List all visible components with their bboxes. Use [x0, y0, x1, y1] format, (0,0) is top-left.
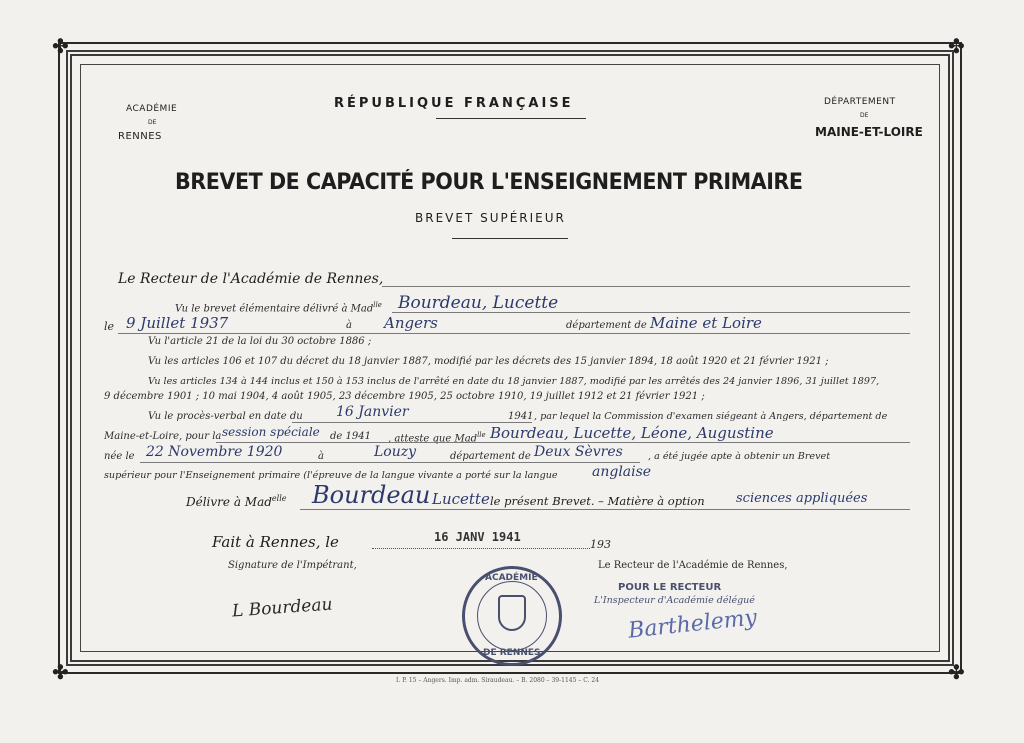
title-rule	[452, 238, 568, 239]
seal-bottom-text: DE RENNES	[483, 648, 541, 658]
academy-seal	[462, 566, 562, 666]
handwritten-option: sciences appliquées	[736, 491, 868, 506]
certificate-subtitle: BREVET SUPÉRIEUR	[415, 211, 566, 225]
a-label: à	[346, 320, 352, 331]
vu-proces-suffix: , par lequel la Commission d'examen siégeant à Angers, département de	[534, 411, 888, 422]
corner-ornament-icon: ✤	[948, 34, 965, 58]
seal-top-text: ACADÉMIE	[485, 573, 538, 583]
vu-brevet: Vu le brevet élémentaire délivré à Mad$^{lle}$	[175, 301, 382, 315]
certificate-title: BREVET DE CAPACITÉ POUR L'ENSEIGNEMENT PRIMAIRE	[175, 170, 803, 195]
printer-line: I. P. 15 – Angers. Imp. adm. Siraudeau. – B. 2080 – 39-1145 – C. 24	[396, 677, 600, 684]
recteur-line: Le Recteur de l'Académie de Rennes,	[118, 271, 384, 287]
jugee-text: , a été jugée apte à obtenir un Brevet	[648, 451, 831, 462]
le-label: le	[104, 320, 115, 333]
maine-prefix: Maine-et-Loire, pour la	[104, 431, 222, 442]
departement-name: MAINE-ET-LOIRE	[815, 125, 923, 139]
delivre-prefix: Délivre à Mad$^{elle}$	[186, 494, 287, 509]
handwritten-birth-city: Louzy	[374, 444, 417, 460]
proces-rule	[292, 422, 532, 423]
recteur-rule	[382, 286, 910, 287]
handwritten-dept-1: Maine et Loire	[650, 314, 762, 332]
handwritten-langue: anglaise	[592, 464, 652, 480]
pour-le-recteur-stamp: POUR LE RECTEUR	[618, 582, 722, 593]
handwritten-birth-dept: Deux Sèvres	[534, 444, 623, 460]
vu-article: Vu l'article 21 de la loi du 30 octobre 1886 ;	[148, 336, 372, 347]
handwritten-birth-date: 22 Novembre 1920	[146, 444, 283, 460]
de-1941: de 1941	[330, 431, 371, 442]
handwritten-date-2: 16 Janvier	[336, 404, 409, 420]
handwritten-prenom: Lucette	[432, 490, 490, 508]
superieur-line: supérieur pour l'Enseignement primaire (l'épreuve de la langue vivante a porté sur la langue	[104, 470, 558, 481]
session-rule	[216, 442, 910, 443]
corner-ornament-icon: ✤	[52, 660, 69, 684]
academie-rennes: RENNES	[118, 131, 162, 142]
impetrant-signature: L Bourdeau	[231, 594, 334, 622]
academie-label: ACADÉMIE	[126, 104, 178, 114]
recteur-signature-label: Le Recteur de l'Académie de Rennes,	[598, 560, 788, 571]
departement-label-1: département de	[566, 320, 647, 331]
fait-rule	[372, 548, 590, 549]
recteur-signature: Barthelemy	[627, 605, 759, 644]
handwritten-name-1: Bourdeau, Lucette	[398, 293, 559, 313]
handwritten-full-name: Bourdeau, Lucette, Léone, Augustine	[490, 424, 774, 442]
signature-impetrant-label: Signature de l'Impétrant,	[228, 560, 357, 571]
name-rule-1	[392, 312, 910, 313]
handwritten-city-1: Angers	[384, 314, 438, 332]
year-suffix: 193	[590, 538, 611, 551]
vu-articles-134: Vu les articles 134 à 144 inclus et 150 à 153 inclus de l'arrêté en date du 18 janvier 1887, modifié par les arrêtés des 24 janvier 1896, 31 juillet 1897,	[148, 376, 880, 387]
date-rule-1	[118, 333, 910, 334]
departement-de: DE	[860, 112, 869, 119]
year-1941: 1941	[508, 411, 534, 422]
corner-ornament-icon: ✤	[948, 660, 965, 684]
departement-label-2: département de	[450, 451, 531, 462]
present-brevet: le présent Brevet. – Matière à option	[490, 494, 705, 508]
delivre-rule	[300, 509, 910, 510]
nee-le: née le	[104, 451, 135, 462]
seal-crest-icon	[498, 595, 526, 631]
vu-proces: Vu le procès-verbal en date du	[148, 411, 303, 422]
a-label-2: à	[318, 451, 324, 462]
vu-articles-106: Vu les articles 106 et 107 du décret du 18 janvier 1887, modifié par les décrets des 15 janvier 1894, 18 août 1920 et 21 février 1921 ;	[148, 356, 829, 367]
departement-label: DÉPARTEMENT	[824, 97, 896, 107]
republique-francaise: RÉPUBLIQUE FRANÇAISE	[334, 96, 574, 111]
date-stamp: 16 JANV 1941	[434, 530, 521, 544]
academie-de: DE	[148, 119, 157, 126]
dates-line: 9 décembre 1901 ; 10 mai 1904, 4 août 1905, 23 décembre 1905, 25 octobre 1910, 19 juillet 1912 et 21 février 1921 ;	[104, 391, 705, 402]
corner-ornament-icon: ✤	[52, 34, 69, 58]
fait-a-rennes: Fait à Rennes, le	[212, 533, 339, 551]
handwritten-date-1: 9 Juillet 1937	[126, 314, 229, 332]
handwritten-name-big: Bourdeau	[312, 481, 431, 509]
handwritten-session: session spéciale	[222, 425, 320, 439]
atteste: , atteste que Mad$^{lle}$	[388, 431, 486, 445]
birth-rule	[140, 462, 640, 463]
header-rule	[436, 118, 586, 119]
inspecteur-stamp: L'Inspecteur d'Académie délégué	[594, 595, 755, 606]
